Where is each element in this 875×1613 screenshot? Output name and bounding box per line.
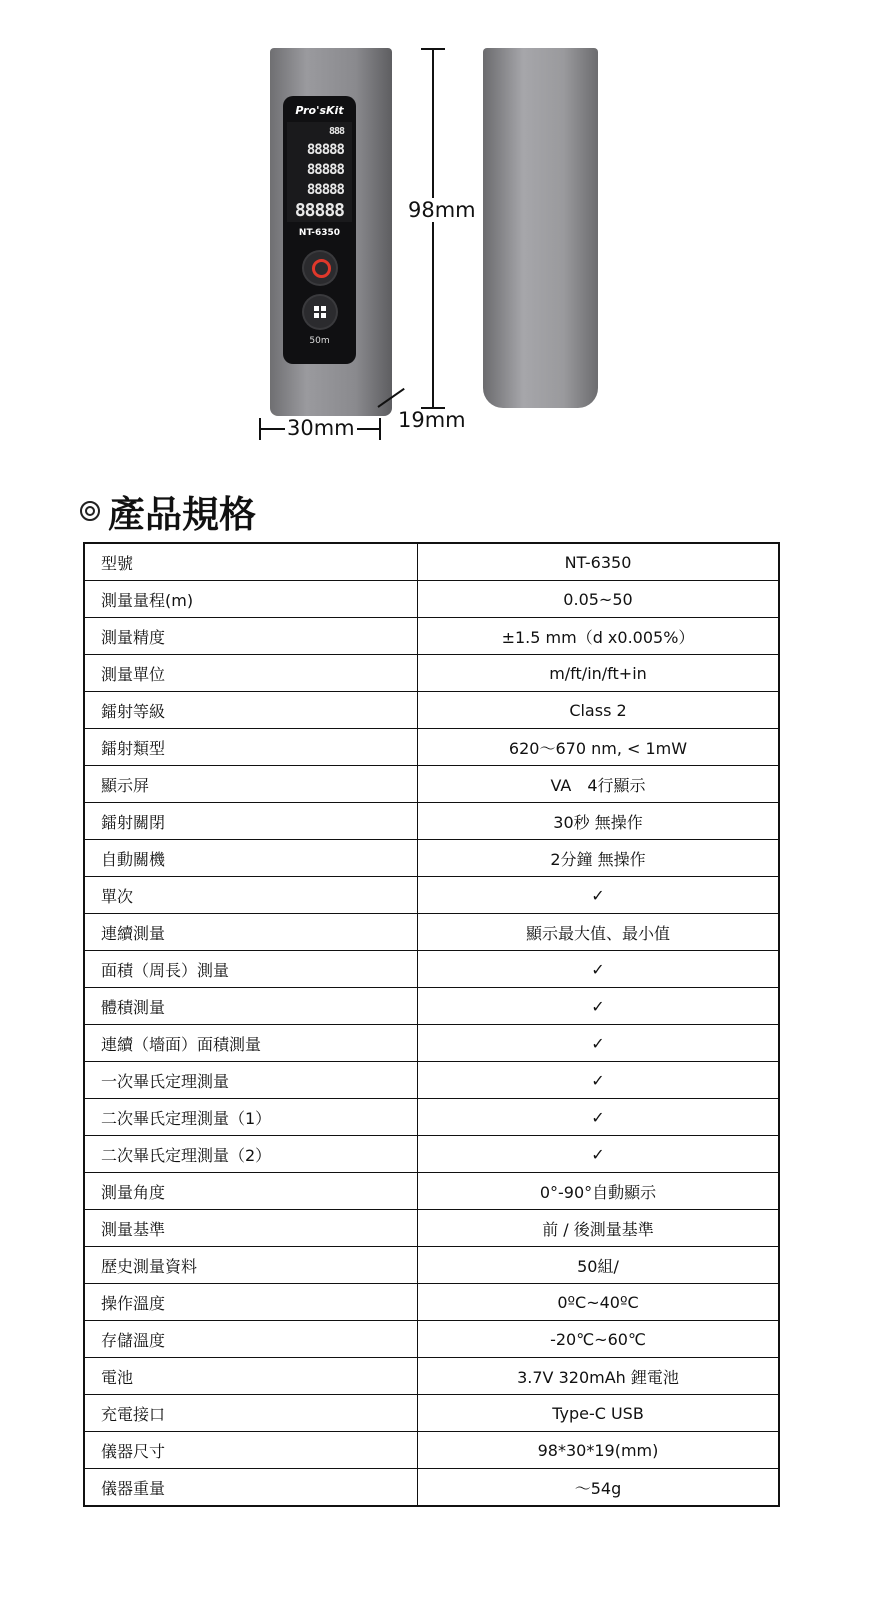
spec-label: 測量精度 xyxy=(84,618,418,655)
spec-value: 0ºC~40ºC xyxy=(418,1284,780,1321)
table-row xyxy=(84,1321,779,1358)
depth-dimension-label: 19mm xyxy=(398,408,466,432)
spec-value: -20℃~60℃ xyxy=(418,1321,780,1358)
bullseye-bullet-icon xyxy=(80,501,100,521)
table-row xyxy=(84,1432,779,1469)
device-range-label: 50m xyxy=(309,336,330,346)
spec-value: NT-6350 xyxy=(418,543,780,581)
lcd-line: 88888 xyxy=(306,142,344,158)
spec-label: 體積測量 xyxy=(84,988,418,1025)
spec-value: 50組/ xyxy=(418,1247,780,1284)
spec-label: 一次畢氏定理測量 xyxy=(84,1062,418,1099)
spec-label: 面積（周長）測量 xyxy=(84,951,418,988)
spec-label: 連續測量 xyxy=(84,914,418,951)
spec-table xyxy=(83,542,780,1507)
spec-label: 鐳射類型 xyxy=(84,729,418,766)
table-row xyxy=(84,692,779,729)
product-image xyxy=(0,0,875,470)
spec-value: ✓ xyxy=(418,1062,780,1099)
spec-value: VA 4行顯示 xyxy=(418,766,780,803)
table-row xyxy=(84,1210,779,1247)
height-dimension-cap xyxy=(421,48,445,50)
table-row xyxy=(84,543,779,581)
spec-label: 充電接口 xyxy=(84,1395,418,1432)
lcd-line: 88888 xyxy=(294,200,344,221)
table-row xyxy=(84,1025,779,1062)
spec-value: m/ft/in/ft+in xyxy=(418,655,780,692)
spec-value: ✓ xyxy=(418,1025,780,1062)
device-model-label: NT-6350 xyxy=(298,228,341,238)
spec-label: 二次畢氏定理測量（2） xyxy=(84,1136,418,1173)
lcd-line: 88888 xyxy=(306,182,344,198)
width-dimension-cap xyxy=(259,418,261,440)
width-dimension-label: 30mm xyxy=(287,416,355,440)
spec-value: ✓ xyxy=(418,988,780,1025)
spec-label: 操作溫度 xyxy=(84,1284,418,1321)
spec-value: 顯示最大值、最小值 xyxy=(418,914,780,951)
spec-value: 98*30*19(mm) xyxy=(418,1432,780,1469)
spec-value: 2分鐘 無操作 xyxy=(418,840,780,877)
page-title-text: 產品規格 xyxy=(108,493,256,536)
height-dimension-label: 98mm xyxy=(408,198,476,222)
table-row xyxy=(84,1173,779,1210)
spec-label: 測量量程(m) xyxy=(84,581,418,618)
spec-label: 儀器尺寸 xyxy=(84,1432,418,1469)
spec-label: 存儲溫度 xyxy=(84,1321,418,1358)
spec-value: 0°-90°自動顯示 xyxy=(418,1173,780,1210)
spec-value: 3.7V 320mAh 鋰電池 xyxy=(418,1358,780,1395)
spec-value: 30秒 無操作 xyxy=(418,803,780,840)
spec-label: 鐳射關閉 xyxy=(84,803,418,840)
device-side-view xyxy=(483,48,598,408)
spec-label: 鐳射等級 xyxy=(84,692,418,729)
spec-value: 620～670 nm, < 1mW xyxy=(418,729,780,766)
spec-value: 前 / 後測量基準 xyxy=(418,1210,780,1247)
spec-value: ✓ xyxy=(418,1136,780,1173)
table-row xyxy=(84,1247,779,1284)
spec-label: 單次 xyxy=(84,877,418,914)
table-row xyxy=(84,1469,779,1507)
table-row xyxy=(84,729,779,766)
spec-table-body xyxy=(84,543,779,1506)
lcd-line: 888 xyxy=(328,126,344,137)
menu-grid-icon xyxy=(304,296,336,328)
spec-value: ～54g xyxy=(418,1469,780,1507)
table-row xyxy=(84,1136,779,1173)
spec-label: 儀器重量 xyxy=(84,1469,418,1507)
table-row xyxy=(84,581,779,618)
table-row xyxy=(84,951,779,988)
spec-value: Type-C USB xyxy=(418,1395,780,1432)
spec-label: 二次畢氏定理測量（1） xyxy=(84,1099,418,1136)
table-row xyxy=(84,618,779,655)
spec-value: ±1.5 mm（d x0.005%） xyxy=(418,618,780,655)
table-row xyxy=(84,803,779,840)
table-row xyxy=(84,655,779,692)
power-icon xyxy=(304,252,336,284)
table-row xyxy=(84,1358,779,1395)
brand-logo: Pro'sKit xyxy=(295,104,344,117)
spec-label: 測量基準 xyxy=(84,1210,418,1247)
table-row xyxy=(84,1062,779,1099)
spec-label: 顯示屏 xyxy=(84,766,418,803)
table-row xyxy=(84,914,779,951)
spec-value: ✓ xyxy=(418,951,780,988)
spec-label: 測量角度 xyxy=(84,1173,418,1210)
spec-value: ✓ xyxy=(418,1099,780,1136)
spec-value: 0.05~50 xyxy=(418,581,780,618)
table-row xyxy=(84,840,779,877)
spec-label: 測量單位 xyxy=(84,655,418,692)
table-row xyxy=(84,877,779,914)
table-row xyxy=(84,1284,779,1321)
height-dimension-line xyxy=(432,48,434,409)
table-row xyxy=(84,988,779,1025)
spec-label: 連續（墻面）面積測量 xyxy=(84,1025,418,1062)
page-title xyxy=(80,484,256,538)
lcd-display xyxy=(287,122,352,222)
spec-label: 自動關機 xyxy=(84,840,418,877)
spec-label: 型號 xyxy=(84,543,418,581)
table-row xyxy=(84,1395,779,1432)
device-control-panel xyxy=(283,96,356,364)
table-row xyxy=(84,1099,779,1136)
table-row xyxy=(84,766,779,803)
width-dimension-cap xyxy=(379,418,381,440)
spec-label: 歷史測量資料 xyxy=(84,1247,418,1284)
spec-label: 電池 xyxy=(84,1358,418,1395)
spec-value: Class 2 xyxy=(418,692,780,729)
spec-value: ✓ xyxy=(418,877,780,914)
lcd-line: 88888 xyxy=(306,162,344,178)
